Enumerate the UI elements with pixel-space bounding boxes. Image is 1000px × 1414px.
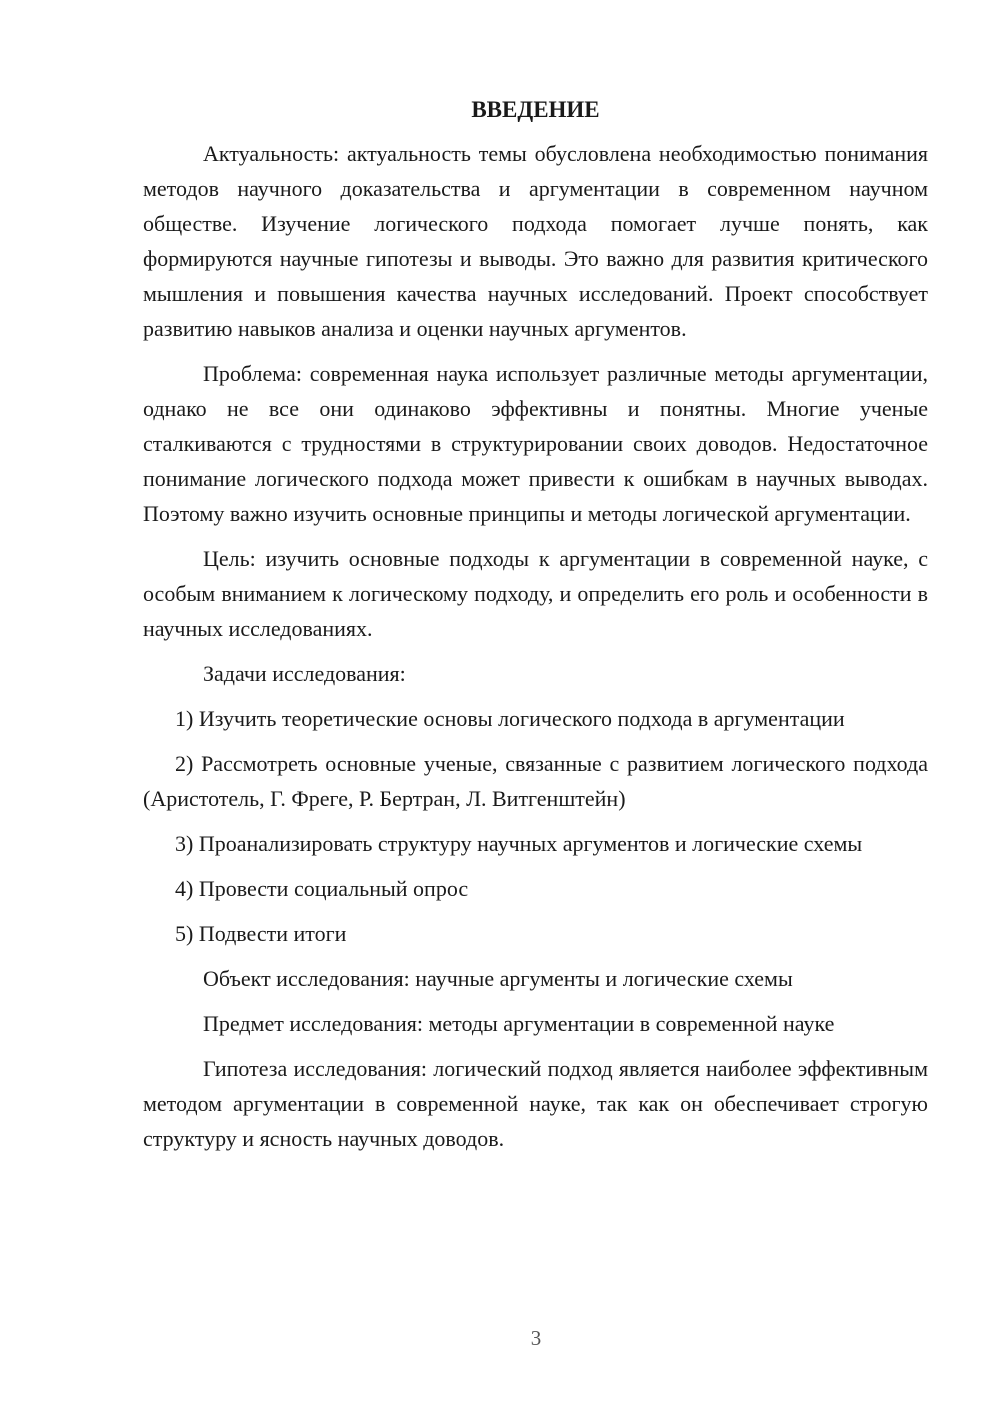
hypothesis-paragraph: Гипотеза исследования: логический подход является наиболее эффективным методом аргументации в современной науке, так как он обеспечивает строгую структуру и ясность научных доводов. (143, 1056, 928, 1151)
list-item: 3) Проанализировать структуру научных аргументов и логические схемы (175, 831, 863, 856)
tasks-heading: Задачи исследования: (203, 661, 406, 686)
tasks-list (143, 701, 928, 951)
goal-paragraph: Цель: изучить основные подходы к аргументации в современной науке, с особым вниманием к логическому подходу, и определить его роль и особенности в научных исследованиях. (143, 546, 928, 641)
subject-paragraph: Предмет исследования: методы аргументации в современной науке (203, 1011, 835, 1036)
page-title: ВВЕДЕНИЕ (471, 97, 600, 122)
list-item: 4) Провести социальный опрос (175, 876, 469, 901)
problem-paragraph: Проблема: современная наука использует различные методы аргументации, однако не все они одинаково эффективны и понятны. Многие ученые сталкиваются с трудностями в структурировании своих доводов. Недостаточное понимание логического подхода может привести к ошибкам в научных выводах. Поэтому важно изучить основные принципы и методы логической аргументации. (143, 361, 928, 526)
list-item: 2) Рассмотреть основные ученые, связанные с развитием логического подхода (Аристотель, Г. Фреге, Р. Бертран, Л. Витгенштейн) (143, 751, 928, 811)
relevance-paragraph: Актуальность: актуальность темы обусловлена необходимостью понимания методов научного доказательства и аргументации в современном научном обществе. Изучение логического подхода помогает лучше понять, как формируются научные гипотезы и выводы. Это важно для развития критического мышления и повышения качества научных исследований. Проект способствует развитию навыков анализа и оценки научных аргументов. (143, 141, 928, 341)
list-item: 1) Изучить теоретические основы логического подхода в аргументации (175, 706, 845, 731)
object-paragraph: Объект исследования: научные аргументы и логические схемы (203, 966, 793, 991)
document-page (143, 92, 928, 1156)
list-item: 5) Подвести итоги (175, 921, 347, 946)
page-number: 3 (530, 1326, 542, 1350)
